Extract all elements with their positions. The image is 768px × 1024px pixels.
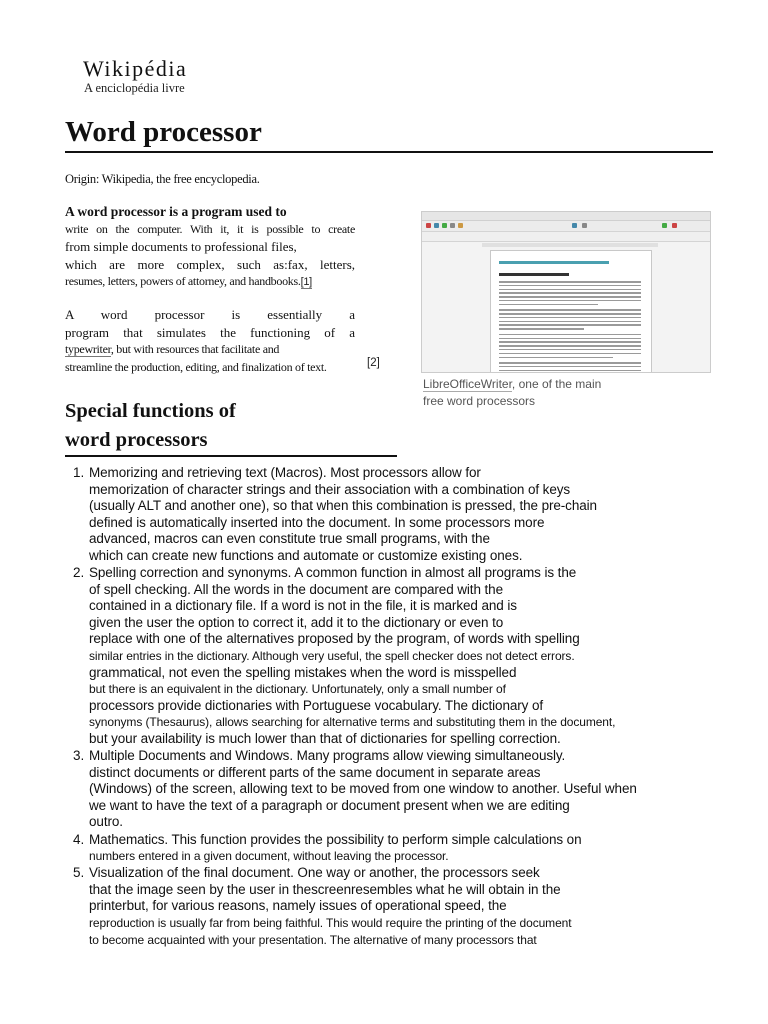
screenshot-text-lines xyxy=(499,281,641,373)
citation-2[interactable]: [2] xyxy=(367,357,380,369)
list-line: but there is an equivalent in the dictionary. Unfortunately, only a small number of xyxy=(89,682,506,697)
intro-line: from simple documents to professional files, xyxy=(65,239,297,254)
list-line: that the image seen by the user in thescreenresembles what he will obtain in the xyxy=(89,881,561,897)
list-line: given the user the option to correct it, add it to the dictionary or even to xyxy=(89,614,504,630)
list-number: 2. xyxy=(73,565,85,581)
list-line: (usually ALT and another one), so that when this combination is pressed, the pre-chain xyxy=(89,498,597,514)
list-line: distinct documents or different parts of the same document in separate areas xyxy=(89,764,541,780)
section-title-line1: Special functions of xyxy=(65,400,236,422)
list-line: numbers entered in a given document, without leaving the processor. xyxy=(89,849,449,864)
section-title-line2: word processors xyxy=(65,429,208,451)
list-line: contained in a dictionary file. If a word is not in the file, it is marked and is xyxy=(89,598,517,614)
origin-note: Origin: Wikipedia, the free encyclopedia. xyxy=(65,172,260,186)
list-line: Memorizing and retrieving text (Macros). Most processors allow for xyxy=(89,465,481,480)
list-line: (Windows) of the screen, allowing text to be moved from one window to another. Useful when xyxy=(89,781,637,797)
list-line: we want to have the text of a paragraph or document present when we are editing xyxy=(89,797,570,813)
list-number: 4. xyxy=(73,831,85,847)
functions-list xyxy=(65,465,715,948)
list-number: 1. xyxy=(73,465,85,480)
caption-line2: free word processors xyxy=(423,393,536,408)
list-line: defined is automatically inserted into the document. In some processors more xyxy=(89,514,545,530)
logo-tagline: A enciclopédia livre xyxy=(84,81,185,95)
screenshot-format-bar xyxy=(422,232,710,242)
screenshot-ruler xyxy=(482,243,658,247)
list-line: processors provide dictionaries with Portuguese vocabulary. The dictionary of xyxy=(89,697,544,713)
list-line: outro. xyxy=(89,814,123,830)
second-paragraph xyxy=(65,306,355,376)
list-number: 5. xyxy=(73,865,85,881)
list-line: but your availability is much lower than that of dictionaries for spelling correction. xyxy=(89,731,561,746)
intro-line xyxy=(65,273,355,291)
list-line: replace with one of the alternatives proposed by the program, of words with spelling xyxy=(89,631,580,647)
para2-line: A word processor is essentially a xyxy=(65,307,355,322)
screenshot-subheading xyxy=(499,273,569,276)
list-line: memorization of character strings and their association with a combination of keys xyxy=(89,481,571,497)
list-line: reproduction is usually far from being faithful. This would require the printing of the document xyxy=(89,916,572,931)
intro-bold: A word processor is a program used to xyxy=(65,204,287,219)
figure-caption xyxy=(423,376,683,409)
list-line: advanced, macros can even constitute true small programs, with the xyxy=(89,531,490,547)
list-line: of spell checking. All the words in the document are compared with the xyxy=(89,581,503,597)
list-item xyxy=(65,748,715,831)
screenshot-toolbar xyxy=(422,221,710,232)
list-item xyxy=(65,832,715,865)
list-line: which can create new functions and automate or customize existing ones. xyxy=(89,547,523,563)
list-item xyxy=(65,465,715,565)
list-line: synonyms (Thesaurus), allows searching for alternative terms and substituting them in the document, xyxy=(89,715,616,730)
list-line: Multiple Documents and Windows. Many programs allow viewing simultaneously. xyxy=(89,748,566,764)
wikipedia-logo[interactable] xyxy=(83,57,187,95)
list-number: 3. xyxy=(73,748,85,764)
list-line: similar entries in the dictionary. Although very useful, the spell checker does not detect errors. xyxy=(89,649,575,664)
citation-1[interactable]: [1] xyxy=(300,276,312,288)
para2-line3-rest: , but with resources that facilitate and xyxy=(110,342,280,356)
caption-rest: , one of the main xyxy=(511,377,602,391)
list-line: printerbut, for various reasons, namely issues of operational speed, the xyxy=(89,898,507,914)
intro-paragraph xyxy=(65,203,355,291)
screenshot-document-page xyxy=(490,250,652,373)
list-item xyxy=(65,865,715,948)
list-line: Mathematics. This function provides the possibility to perform simple calculations on xyxy=(89,831,582,847)
intro-line: write on the computer. With it, it is possible to create xyxy=(65,221,355,236)
screenshot-menubar xyxy=(422,212,710,221)
list-line: grammatical, not even the spelling mistakes when the word is misspelled xyxy=(89,664,517,680)
intro-line-text: resumes, letters, powers of attorney, and handbooks. xyxy=(65,274,301,288)
para2-line: program that simulates the functioning of a xyxy=(65,324,355,340)
libreoffice-link[interactable]: LibreOfficeWriter xyxy=(423,377,512,391)
screenshot-heading xyxy=(499,261,609,264)
section-heading xyxy=(65,397,397,457)
list-line: Visualization of the final document. One way or another, the processors seek xyxy=(89,865,540,881)
para2-line xyxy=(65,341,355,359)
libreoffice-screenshot[interactable] xyxy=(421,211,711,373)
typewriter-link[interactable]: typewriter xyxy=(65,342,111,356)
page-title: Word processor xyxy=(65,113,713,153)
logo-wordmark: Wikipédia xyxy=(83,56,188,81)
list-line: to become acquainted with your presentation. The alternative of many processors that xyxy=(89,932,537,947)
list-item xyxy=(65,565,715,748)
list-line: Spelling correction and synonyms. A common function in almost all programs is the xyxy=(89,565,577,581)
para2-line: streamline the production, editing, and finalization of text. xyxy=(65,359,327,374)
intro-line: which are more complex, such as:fax, letters, xyxy=(65,256,355,272)
